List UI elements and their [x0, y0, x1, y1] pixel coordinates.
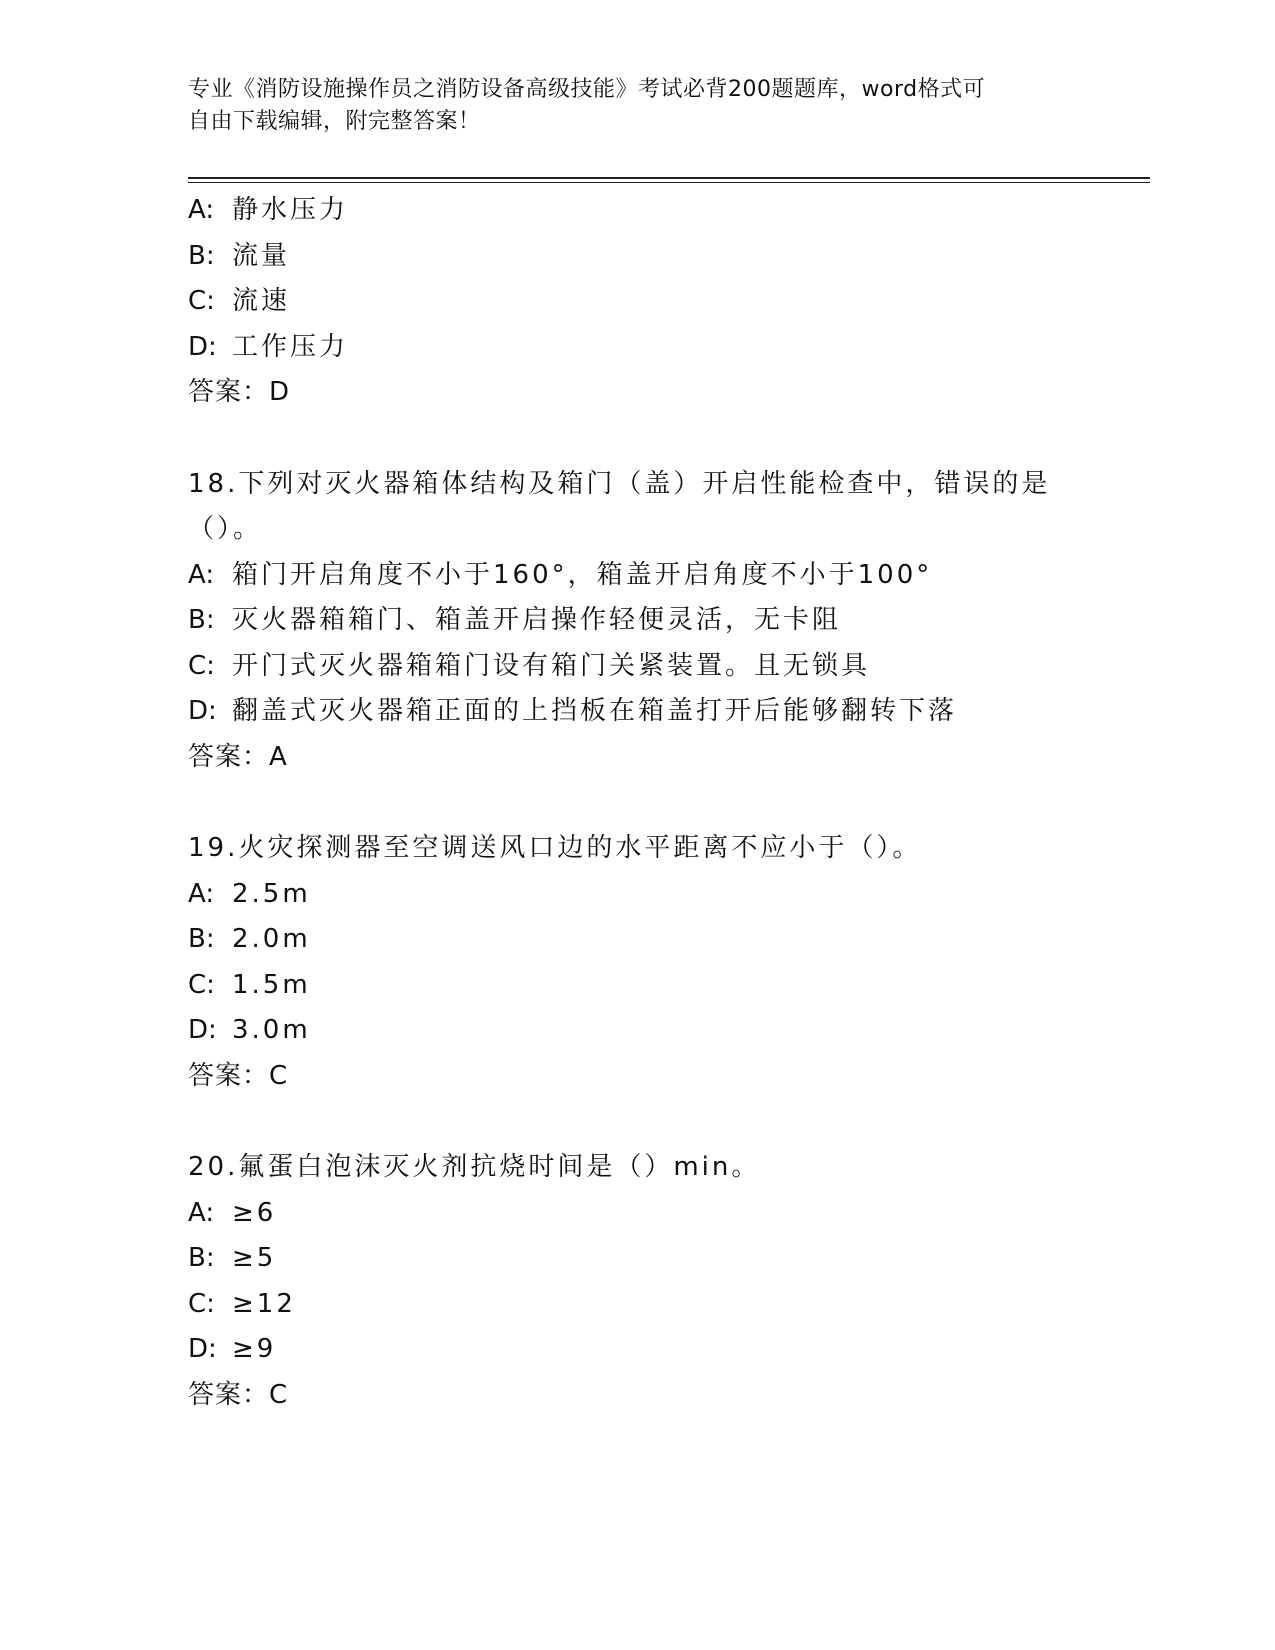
option-label: C:	[188, 1288, 215, 1319]
option-d	[188, 689, 1088, 735]
option-label: D:	[188, 696, 217, 726]
option-a	[188, 553, 1088, 599]
question-block	[188, 188, 1088, 416]
option-text: 开门式灭火器箱箱门设有箱门关紧装置。且无锁具	[232, 650, 871, 681]
option-label: A:	[188, 559, 215, 590]
option-label: B:	[188, 924, 215, 954]
option-label: A:	[188, 878, 215, 909]
question-block	[188, 826, 1088, 1099]
header-title-line2: 自由下载编辑，附完整答案！	[188, 109, 481, 134]
option-b	[188, 917, 1088, 963]
question-text: 20.氟蛋白泡沫灭火剂抗烧时间是（）min。	[188, 1152, 761, 1182]
option-text: 流量	[232, 240, 291, 271]
option-c	[188, 644, 1088, 690]
header-divider-thin	[188, 182, 1150, 183]
option-c	[188, 279, 1088, 325]
option-text: 2.5m	[232, 878, 311, 909]
option-label: B:	[188, 1243, 215, 1273]
option-label: D:	[188, 1015, 217, 1045]
option-label: C:	[188, 969, 215, 1000]
option-a	[188, 872, 1088, 918]
question-text: 18.下列对灭火器箱体结构及箱门（盖）开启性能检查中，错误的是（）。	[188, 468, 1051, 544]
answer-line: 答案：C	[188, 1379, 289, 1410]
option-text: ≥12	[232, 1288, 296, 1319]
option-b	[188, 1236, 1088, 1282]
option-a	[188, 1191, 1088, 1237]
option-label: A:	[188, 1197, 215, 1228]
option-label: C:	[188, 286, 215, 316]
answer-line: 答案：D	[188, 377, 291, 407]
option-label: D:	[188, 331, 217, 362]
answer-line: 答案：C	[188, 1060, 289, 1091]
header-title-line1: 专业《消防设施操作员之消防设备高级技能》考试必背200题题库，word格式可	[188, 77, 986, 102]
option-c	[188, 963, 1088, 1009]
option-text: 3.0m	[232, 1015, 311, 1045]
option-text: 箱门开启角度不小于160°，箱盖开启角度不小于100°	[232, 559, 933, 590]
option-d	[188, 1008, 1088, 1054]
option-c	[188, 1282, 1088, 1328]
question-block	[188, 462, 1088, 781]
option-text: 流速	[232, 286, 291, 316]
header-divider	[188, 177, 1150, 179]
option-b	[188, 598, 1088, 644]
option-b	[188, 234, 1088, 280]
question-block	[188, 1145, 1088, 1418]
option-text: ≥9	[232, 1334, 277, 1364]
option-text: ≥5	[232, 1243, 277, 1273]
option-text: 1.5m	[232, 969, 311, 1000]
option-text: 翻盖式灭火器箱正面的上挡板在箱盖打开后能够翻转下落	[232, 696, 958, 726]
option-text: 灭火器箱箱门、箱盖开启操作轻便灵活，无卡阻	[232, 605, 842, 635]
question-list	[188, 188, 1088, 1418]
question-text: 19.火灾探测器至空调送风口边的水平距离不应小于（）。	[188, 833, 922, 863]
option-text: 2.0m	[232, 924, 311, 954]
option-a	[188, 188, 1088, 234]
option-label: D:	[188, 1334, 217, 1364]
option-label: B:	[188, 605, 215, 635]
answer-line: 答案：A	[188, 741, 288, 772]
option-d	[188, 1327, 1088, 1373]
option-d	[188, 325, 1088, 371]
option-label: C:	[188, 650, 215, 681]
option-text: ≥6	[232, 1197, 277, 1228]
option-label: A:	[188, 195, 215, 225]
option-label: B:	[188, 240, 215, 271]
document-header	[188, 74, 1068, 138]
option-text: 工作压力	[232, 331, 349, 362]
option-text: 静水压力	[232, 195, 349, 225]
